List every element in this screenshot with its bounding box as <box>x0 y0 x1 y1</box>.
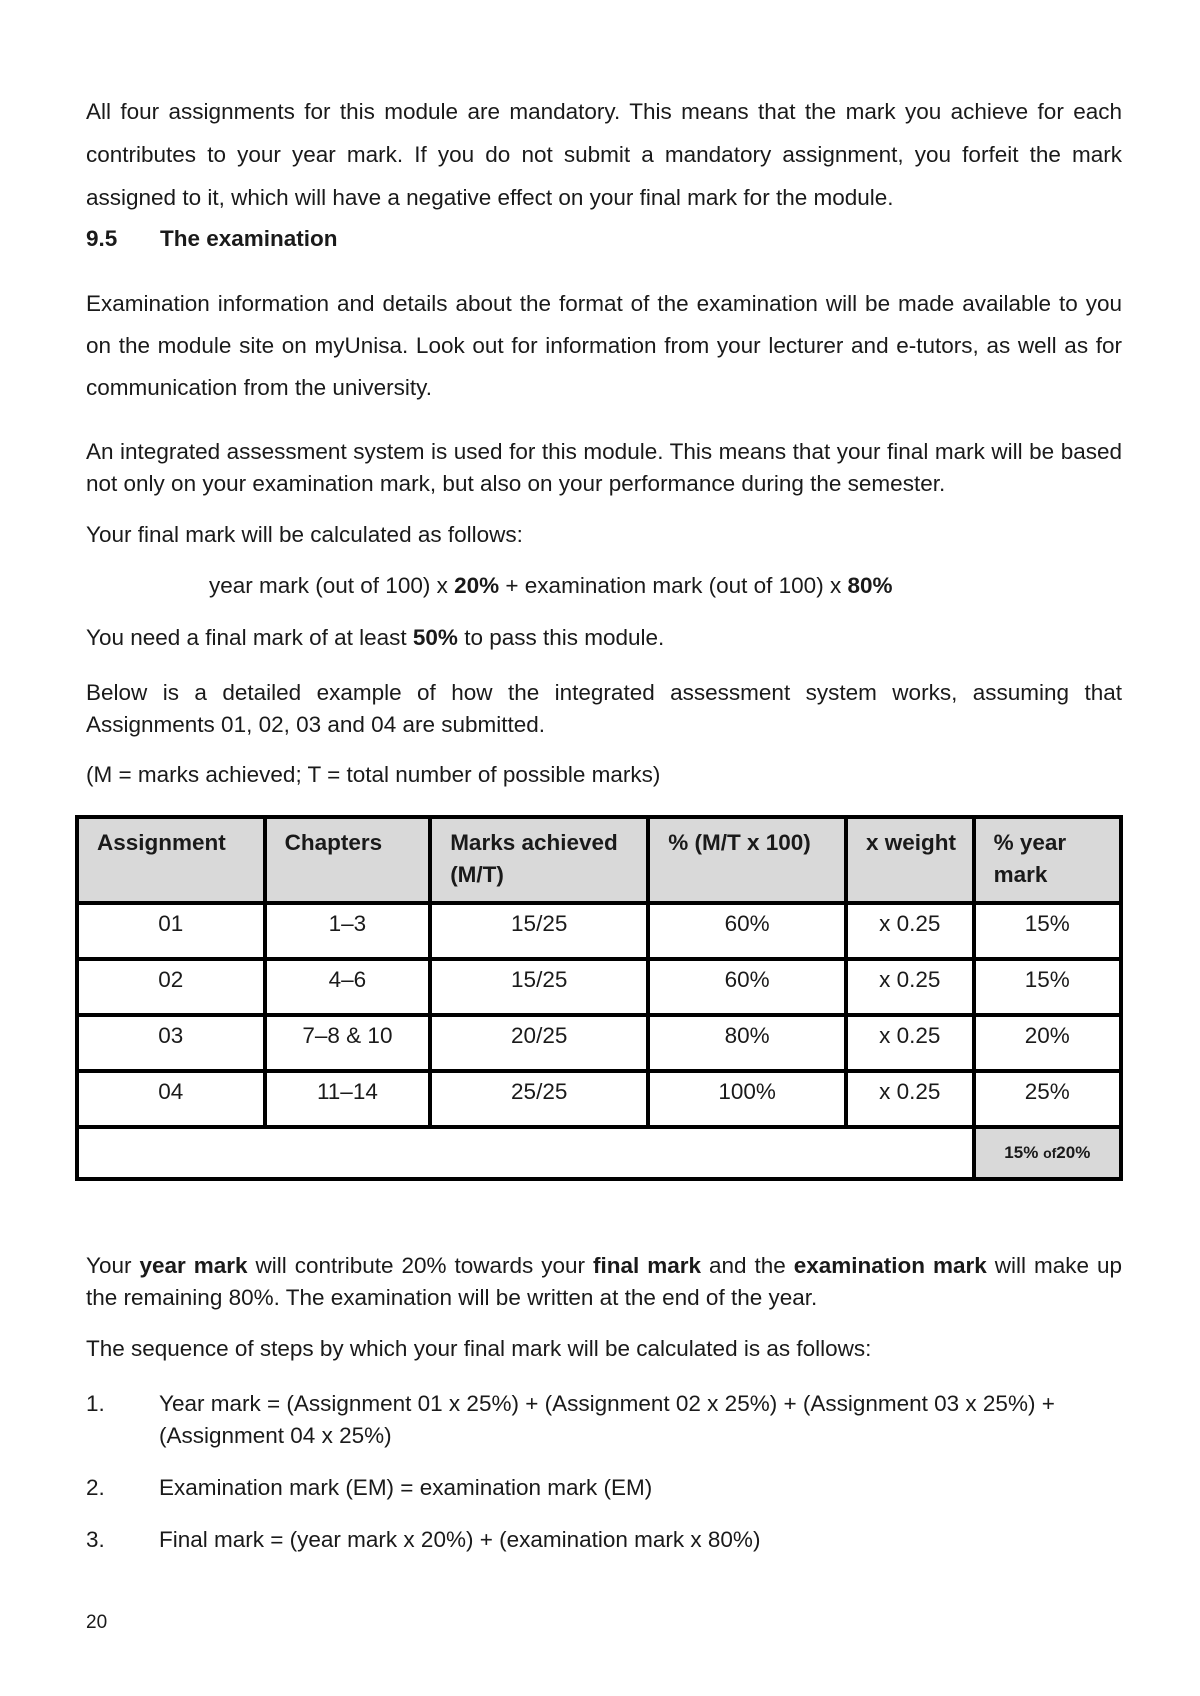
table-header-row <box>77 817 1121 903</box>
total-value: 15% <box>1004 1143 1039 1162</box>
pass-value: 50% <box>412 625 458 650</box>
sequence-intro: The sequence of steps by which your final mark will be calculated is as follows: <box>86 1336 872 1361</box>
total-of: of <box>1043 1145 1057 1161</box>
cell-percentage: 60% <box>648 959 846 1015</box>
cell-marks: 20/25 <box>430 1015 648 1071</box>
formula-weight2: 80% <box>847 573 893 598</box>
list-item <box>86 1472 1126 1504</box>
header-marks-achieved: Marks achieved (M/T) <box>430 817 648 903</box>
cell-weight: x 0.25 <box>846 903 974 959</box>
steps-list <box>86 1388 1126 1576</box>
assessment-table <box>75 815 1123 1181</box>
contribution-text-1: Your <box>86 1253 140 1278</box>
cell-chapters: 11–14 <box>265 1071 431 1127</box>
cell-percentage: 100% <box>648 1071 846 1127</box>
page-number: 20 <box>86 1612 108 1633</box>
pass-requirement <box>86 625 664 651</box>
step-text: Examination mark (EM) = examination mark (EM) <box>159 1475 653 1500</box>
calculation-intro: Your final mark will be calculated as follows: <box>86 522 523 547</box>
contribution-text-4: will make up the remaining 80%. The examination will be written at the end of the year. <box>86 1253 1123 1310</box>
pass-text-before: You need a final mark of at least <box>86 625 413 650</box>
example-intro-paragraph: Below is a detailed example of how the integrated assessment system works, assuming that Assignments 01, 02, 03 and 04 are submitted. <box>86 680 1122 737</box>
formula-part2: + examination mark (out of 100) x <box>499 573 848 598</box>
section-title: The examination <box>160 226 338 251</box>
cell-year-mark: 15% <box>974 903 1121 959</box>
cell-assignment: 03 <box>77 1015 265 1071</box>
step-number: 2. <box>86 1475 105 1500</box>
header-year-mark: % year mark <box>974 817 1121 903</box>
table-row <box>77 959 1121 1015</box>
step-text: Final mark = (year mark x 20%) + (examination mark x 80%) <box>159 1527 761 1552</box>
cell-assignment: 02 <box>77 959 265 1015</box>
step-text: Year mark = (Assignment 01 x 25%) + (Assignment 02 x 25%) + (Assignment 03 x 25%) + (Assignment 04 x 25%) <box>159 1391 1055 1448</box>
cell-year-mark: 15% <box>974 959 1121 1015</box>
cell-chapters: 7–8 & 10 <box>265 1015 431 1071</box>
total-empty-cell <box>77 1127 974 1179</box>
step-number: 1. <box>86 1391 105 1416</box>
marks-legend: (M = marks achieved; T = total number of possible marks) <box>86 762 661 787</box>
header-percentage: % (M/T x 100) <box>648 817 846 903</box>
table-row <box>77 1071 1121 1127</box>
list-item <box>86 1524 1126 1556</box>
section-heading <box>86 226 338 252</box>
cell-year-mark: 20% <box>974 1015 1121 1071</box>
cell-chapters: 1–3 <box>265 903 431 959</box>
assignments-paragraph: All four assignments for this module are mandatory. This means that the mark you achieve for each contributes to your year mark. If you do not submit a mandatory assignment, you forfeit the mark assigned to it, which will have a negative effect on your final mark for the module. <box>86 99 1122 210</box>
cell-weight: x 0.25 <box>846 1015 974 1071</box>
cell-assignment: 04 <box>77 1071 265 1127</box>
cell-assignment: 01 <box>77 903 265 959</box>
formula-weight1: 20% <box>454 573 500 598</box>
cell-percentage: 80% <box>648 1015 846 1071</box>
cell-year-mark: 25% <box>974 1071 1121 1127</box>
cell-marks: 25/25 <box>430 1071 648 1127</box>
contribution-text-2: will contribute 20% towards your <box>247 1253 593 1278</box>
total-max: 20% <box>1056 1143 1091 1162</box>
cell-marks: 15/25 <box>430 903 648 959</box>
table-row <box>77 1015 1121 1071</box>
header-chapters: Chapters <box>265 817 431 903</box>
cell-percentage: 60% <box>648 903 846 959</box>
contribution-text-3: and the <box>701 1253 794 1278</box>
table-total-row <box>77 1127 1121 1179</box>
step-number: 3. <box>86 1527 105 1552</box>
table-row <box>77 903 1121 959</box>
header-weight: x weight <box>846 817 974 903</box>
pass-text-after: to pass this module. <box>457 625 665 650</box>
contribution-paragraph <box>86 1250 1122 1314</box>
final-mark-formula <box>209 573 893 599</box>
section-number: 9.5 <box>86 226 118 251</box>
list-item <box>86 1388 1126 1452</box>
header-assignment: Assignment <box>77 817 265 903</box>
cell-chapters: 4–6 <box>265 959 431 1015</box>
contribution-bold-exam-mark: examination mark <box>793 1253 987 1278</box>
formula-part1: year mark (out of 100) x <box>209 573 455 598</box>
contribution-bold-final-mark: final mark <box>592 1253 701 1278</box>
integrated-assessment-paragraph: An integrated assessment system is used for this module. This means that your final mark will be based not only on your examination mark, but also on your performance during the semester. <box>86 439 1122 496</box>
exam-info-paragraph: Examination information and details about the format of the examination will be made available to you on the module site on myUnisa. Look out for information from your lecturer and e-tutors, as well as for communication from the university. <box>86 291 1122 400</box>
total-year-mark-cell <box>974 1127 1121 1179</box>
contribution-bold-year-mark: year mark <box>139 1253 248 1278</box>
cell-weight: x 0.25 <box>846 959 974 1015</box>
cell-marks: 15/25 <box>430 959 648 1015</box>
cell-weight: x 0.25 <box>846 1071 974 1127</box>
